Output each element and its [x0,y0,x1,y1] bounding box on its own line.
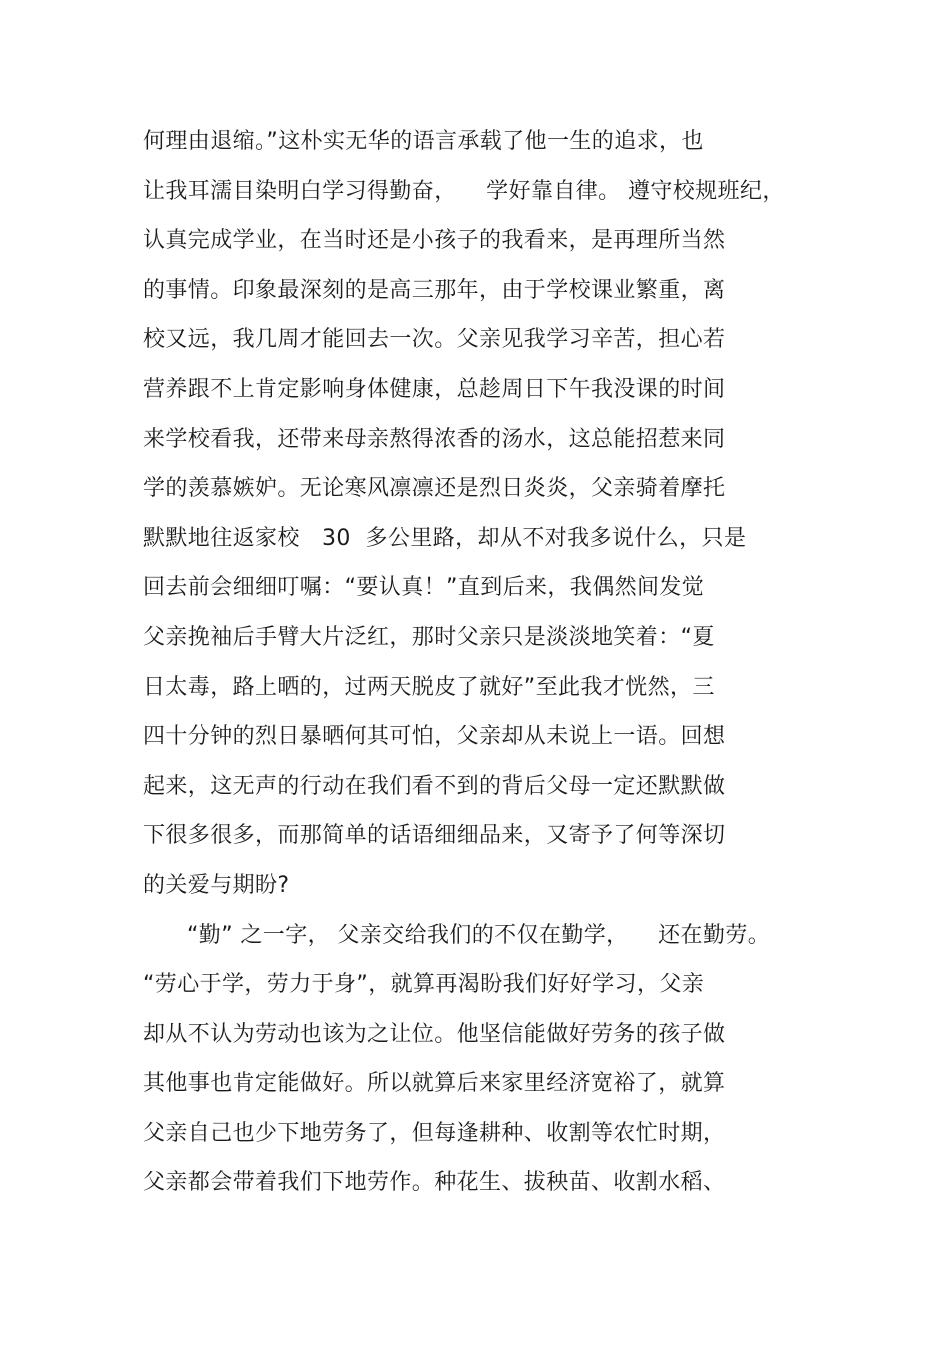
text-line: “劳心于学，劳力于身”，就算再渴盼我们好好学习，父亲 [143,972,705,998]
text-line: 让我耳濡目染明白学习得勤奋， 学好靠自律。 遵守校规班纪， [143,178,785,204]
text-line: 下很多很多，而那简单的话语细细品来，又寄予了何等深切 [143,823,726,849]
text-line: 起来，这无声的行动在我们看不到的背后父母一定还默默做 [143,773,726,799]
text-line: 的事情。印象最深刻的是高三那年，由于学校课业繁重，离 [143,277,726,303]
text-line: 却从不认为劳动也该为之让位。他坚信能做好劳务的孩子做 [143,1021,726,1047]
paragraph-start-line: “勤” 之一字， 父亲交给我们的不仅在勤学， 还在勤劳。 [187,922,771,948]
text-line: 认真完成学业，在当时还是小孩子的我看来，是再理所当然 [143,228,726,254]
text-line: 父亲自己也少下地劳务了，但每逢耕种、收割等农忙时期， [143,1120,726,1146]
text-line: 父亲都会带着我们下地劳作。种花生、拔秧苗、收割水稻、 [143,1170,726,1196]
text-line: 回去前会细细叮嘱：“要认真！”直到后来，我偶然间发觉 [143,575,705,601]
text-line: 学的羡慕嫉妒。无论寒风凛凛还是烈日炎炎，父亲骑着摩托 [143,476,726,502]
text-line: 校又远，我几周才能回去一次。父亲见我学习辛苦，担心若 [143,327,726,353]
text-line: 其他事也肯定能做好。所以就算后来家里经济宽裕了，就算 [143,1071,726,1097]
text-line: 四十分钟的烈日暴晒何其可怕，父亲却从未说上一语。回想 [143,724,726,750]
text-line: 父亲挽袖后手臂大片泛红，那时父亲只是淡淡地笑着：“夏 [143,624,715,650]
text-line: 默默地往返家校 30 多公里路，却从不对我多说什么，只是 [143,525,747,551]
text-line: 来学校看我，还带来母亲熬得浓香的汤水，这总能招惹来同 [143,426,726,452]
text-line: 的关爱与期盼? [143,872,290,898]
text-line: 日太毒，路上晒的，过两天脱皮了就好”至此我才恍然，三 [143,674,715,700]
text-line: 营养跟不上肯定影响身体健康，总趁周日下午我没课的时间 [143,376,726,402]
text-line: 何理由退缩。”这朴实无华的语言承载了他一生的追求，也 [143,129,704,154]
body-text [143,124,843,1215]
